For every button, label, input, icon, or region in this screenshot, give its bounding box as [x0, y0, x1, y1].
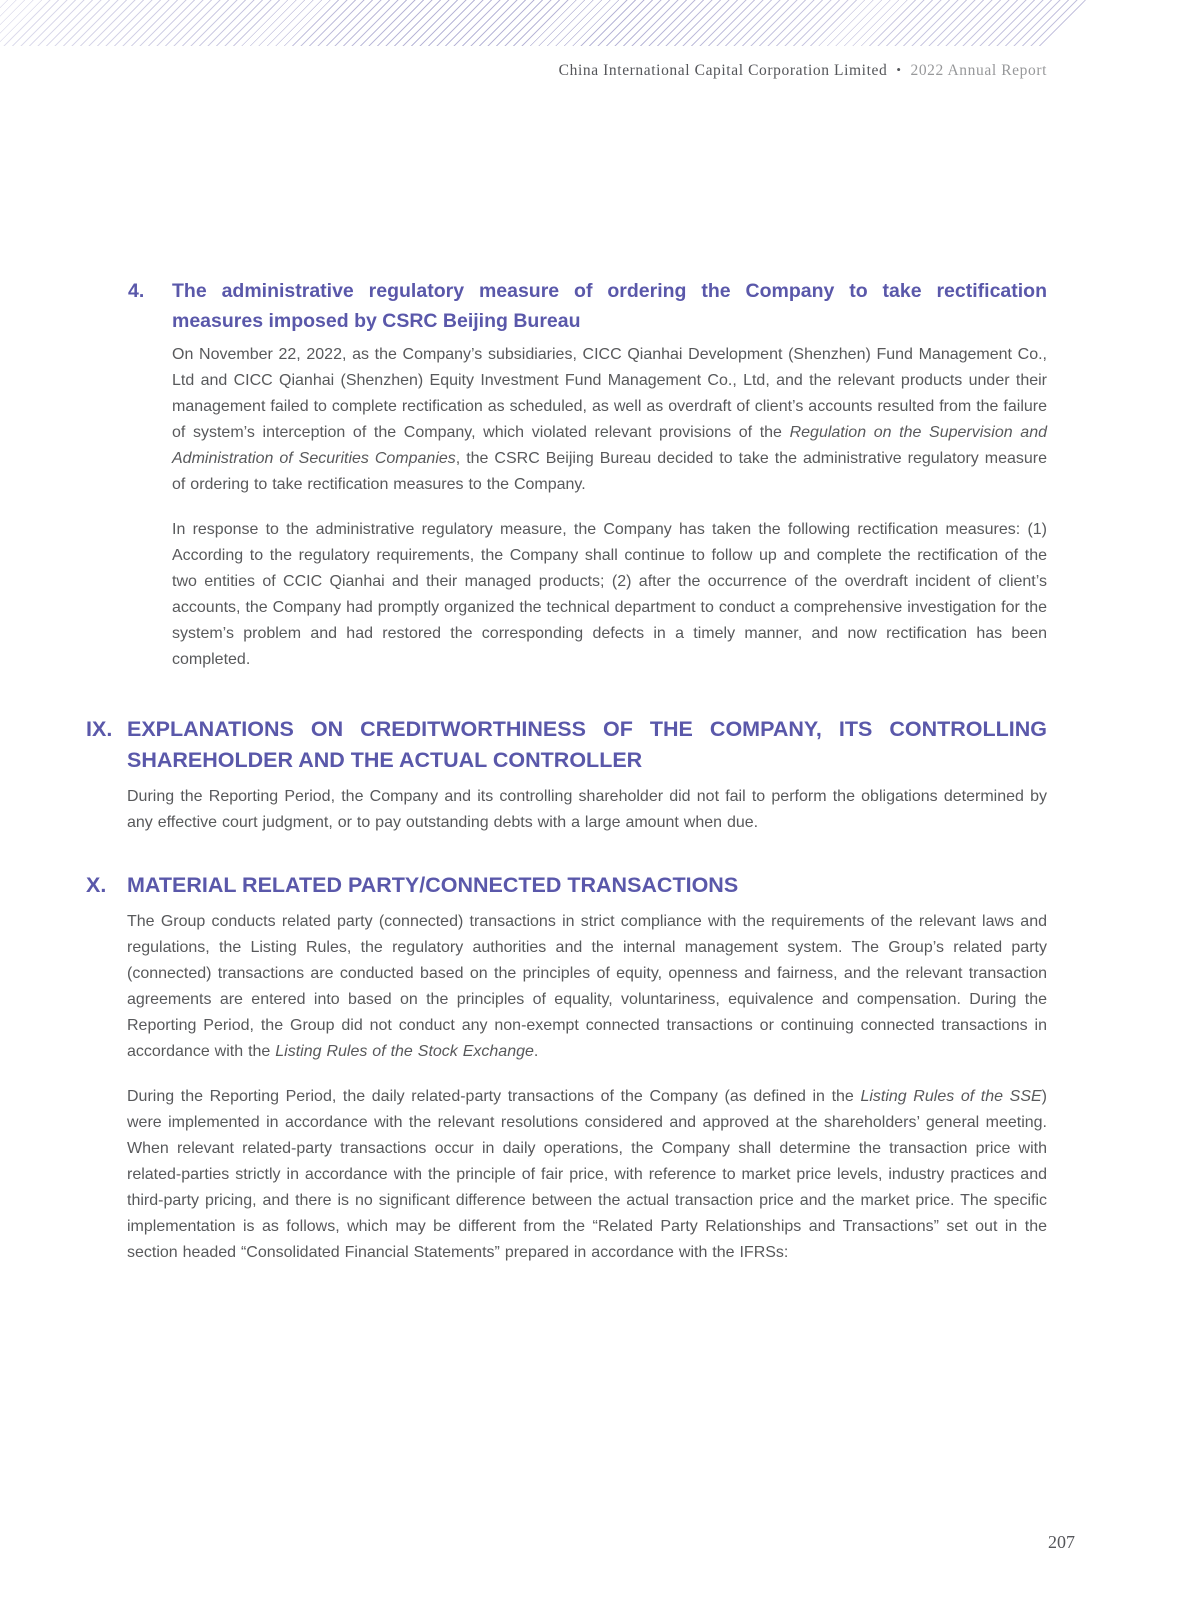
- header-separator-bullet: •: [896, 62, 902, 77]
- section-x: [86, 870, 1047, 1266]
- section-4-body: [172, 342, 1047, 673]
- page-content: [86, 276, 1047, 1266]
- header-report-edition: 2022 Annual Report: [910, 62, 1047, 79]
- section-4-heading: [128, 276, 1047, 336]
- header-company-name: China International Capital Corporation Limited: [558, 62, 888, 79]
- section-4-title: The administrative regulatory measure of ordering the Company to take rectification measures imposed by CSRC Beijing Bureau: [172, 280, 1047, 332]
- paragraph: The Group conducts related party (connected) transactions in strict compliance with the requirements of the relevant laws and regulations, the Listing Rules, the regulatory authorities and the internal management system. The Group’s related party (connected) transactions are conducted based on the principles of equity, openness and fairness, and the relevant transaction agreements are entered into based on the principles of equality, voluntariness, equivalence and compensation. During the Reporting Period, the Group did not conduct any non-exempt connected transactions or continuing connected transactions in accordance with the Listing Rules of the Stock Exchange.: [127, 913, 1047, 1060]
- paragraph: In response to the administrative regulatory measure, the Company has taken the following rectification measures: (1) According to the regulatory requirements, the Company shall continue to follow up and complete the rectification of the two entities of CCIC Qianhai and their managed products; (2) after the occurrence of the overdraft incident of client’s accounts, the Company had promptly organized the technical department to conduct a comprehensive investigation for the system’s problem and had restored the corresponding defects in a timely manner, and now rectification has been completed.: [172, 521, 1047, 668]
- section-ix-body: [127, 784, 1047, 836]
- section-item-4: [86, 276, 1047, 673]
- paragraph: On November 22, 2022, as the Company’s subsidiaries, CICC Qianhai Development (Shenzhen) Fund Management Co., Ltd and CICC Qianhai (Shenzhen) Equity Investment Fund Management Co., Ltd, and the relevant products under their management failed to complete rectification as scheduled, as well as overdraft of client’s accounts resulted from the failure of system’s interception of the Company, which violated relevant provisions of the Regulation on the Supervision and Administration of Securities Companies, the CSRC Beijing Bureau decided to take the administrative regulatory measure of ordering to take rectification measures to the Company.: [172, 346, 1048, 493]
- paragraph: During the Reporting Period, the Company and its controlling shareholder did not fail to perform the obligations determined by any effective court judgment, or to pay outstanding debts with a large amount when due.: [127, 788, 1047, 831]
- section-ix-title: EXPLANATIONS ON CREDITWORTHINESS OF THE COMPANY, ITS CONTROLLING SHAREHOLDER AND THE ACTUAL CONTROLLER: [127, 717, 1047, 772]
- section-ix-number: IX.: [86, 717, 113, 741]
- section-x-number: X.: [86, 873, 107, 897]
- section-x-title: MATERIAL RELATED PARTY/CONNECTED TRANSACTIONS: [127, 873, 739, 897]
- section-x-heading: [86, 870, 1047, 901]
- decorative-hatch-band: [0, 0, 1086, 46]
- section-ix-heading: [86, 714, 1047, 776]
- page-number: 207: [1048, 1532, 1075, 1552]
- running-header: [559, 62, 1047, 80]
- paragraph: During the Reporting Period, the daily related-party transactions of the Company (as defined in the Listing Rules of the SSE) were implemented in accordance with the relevant resolutions considered and approved at the shareholders’ general meeting. When relevant related-party transactions occur in daily operations, the Company shall determine the transaction price with related-parties strictly in accordance with the principle of fair price, with reference to market price levels, industry practices and third-party pricing, and there is no significant difference between the actual transaction price and the market price. The specific implementation is as follows, which may be different from the “Related Party Relationships and Transactions” set out in the section headed “Consolidated Financial Statements” prepared in accordance with the IFRSs:: [127, 1088, 1047, 1261]
- section-x-body: [127, 909, 1047, 1266]
- section-ix: [86, 714, 1047, 836]
- section-4-number: 4.: [128, 280, 145, 302]
